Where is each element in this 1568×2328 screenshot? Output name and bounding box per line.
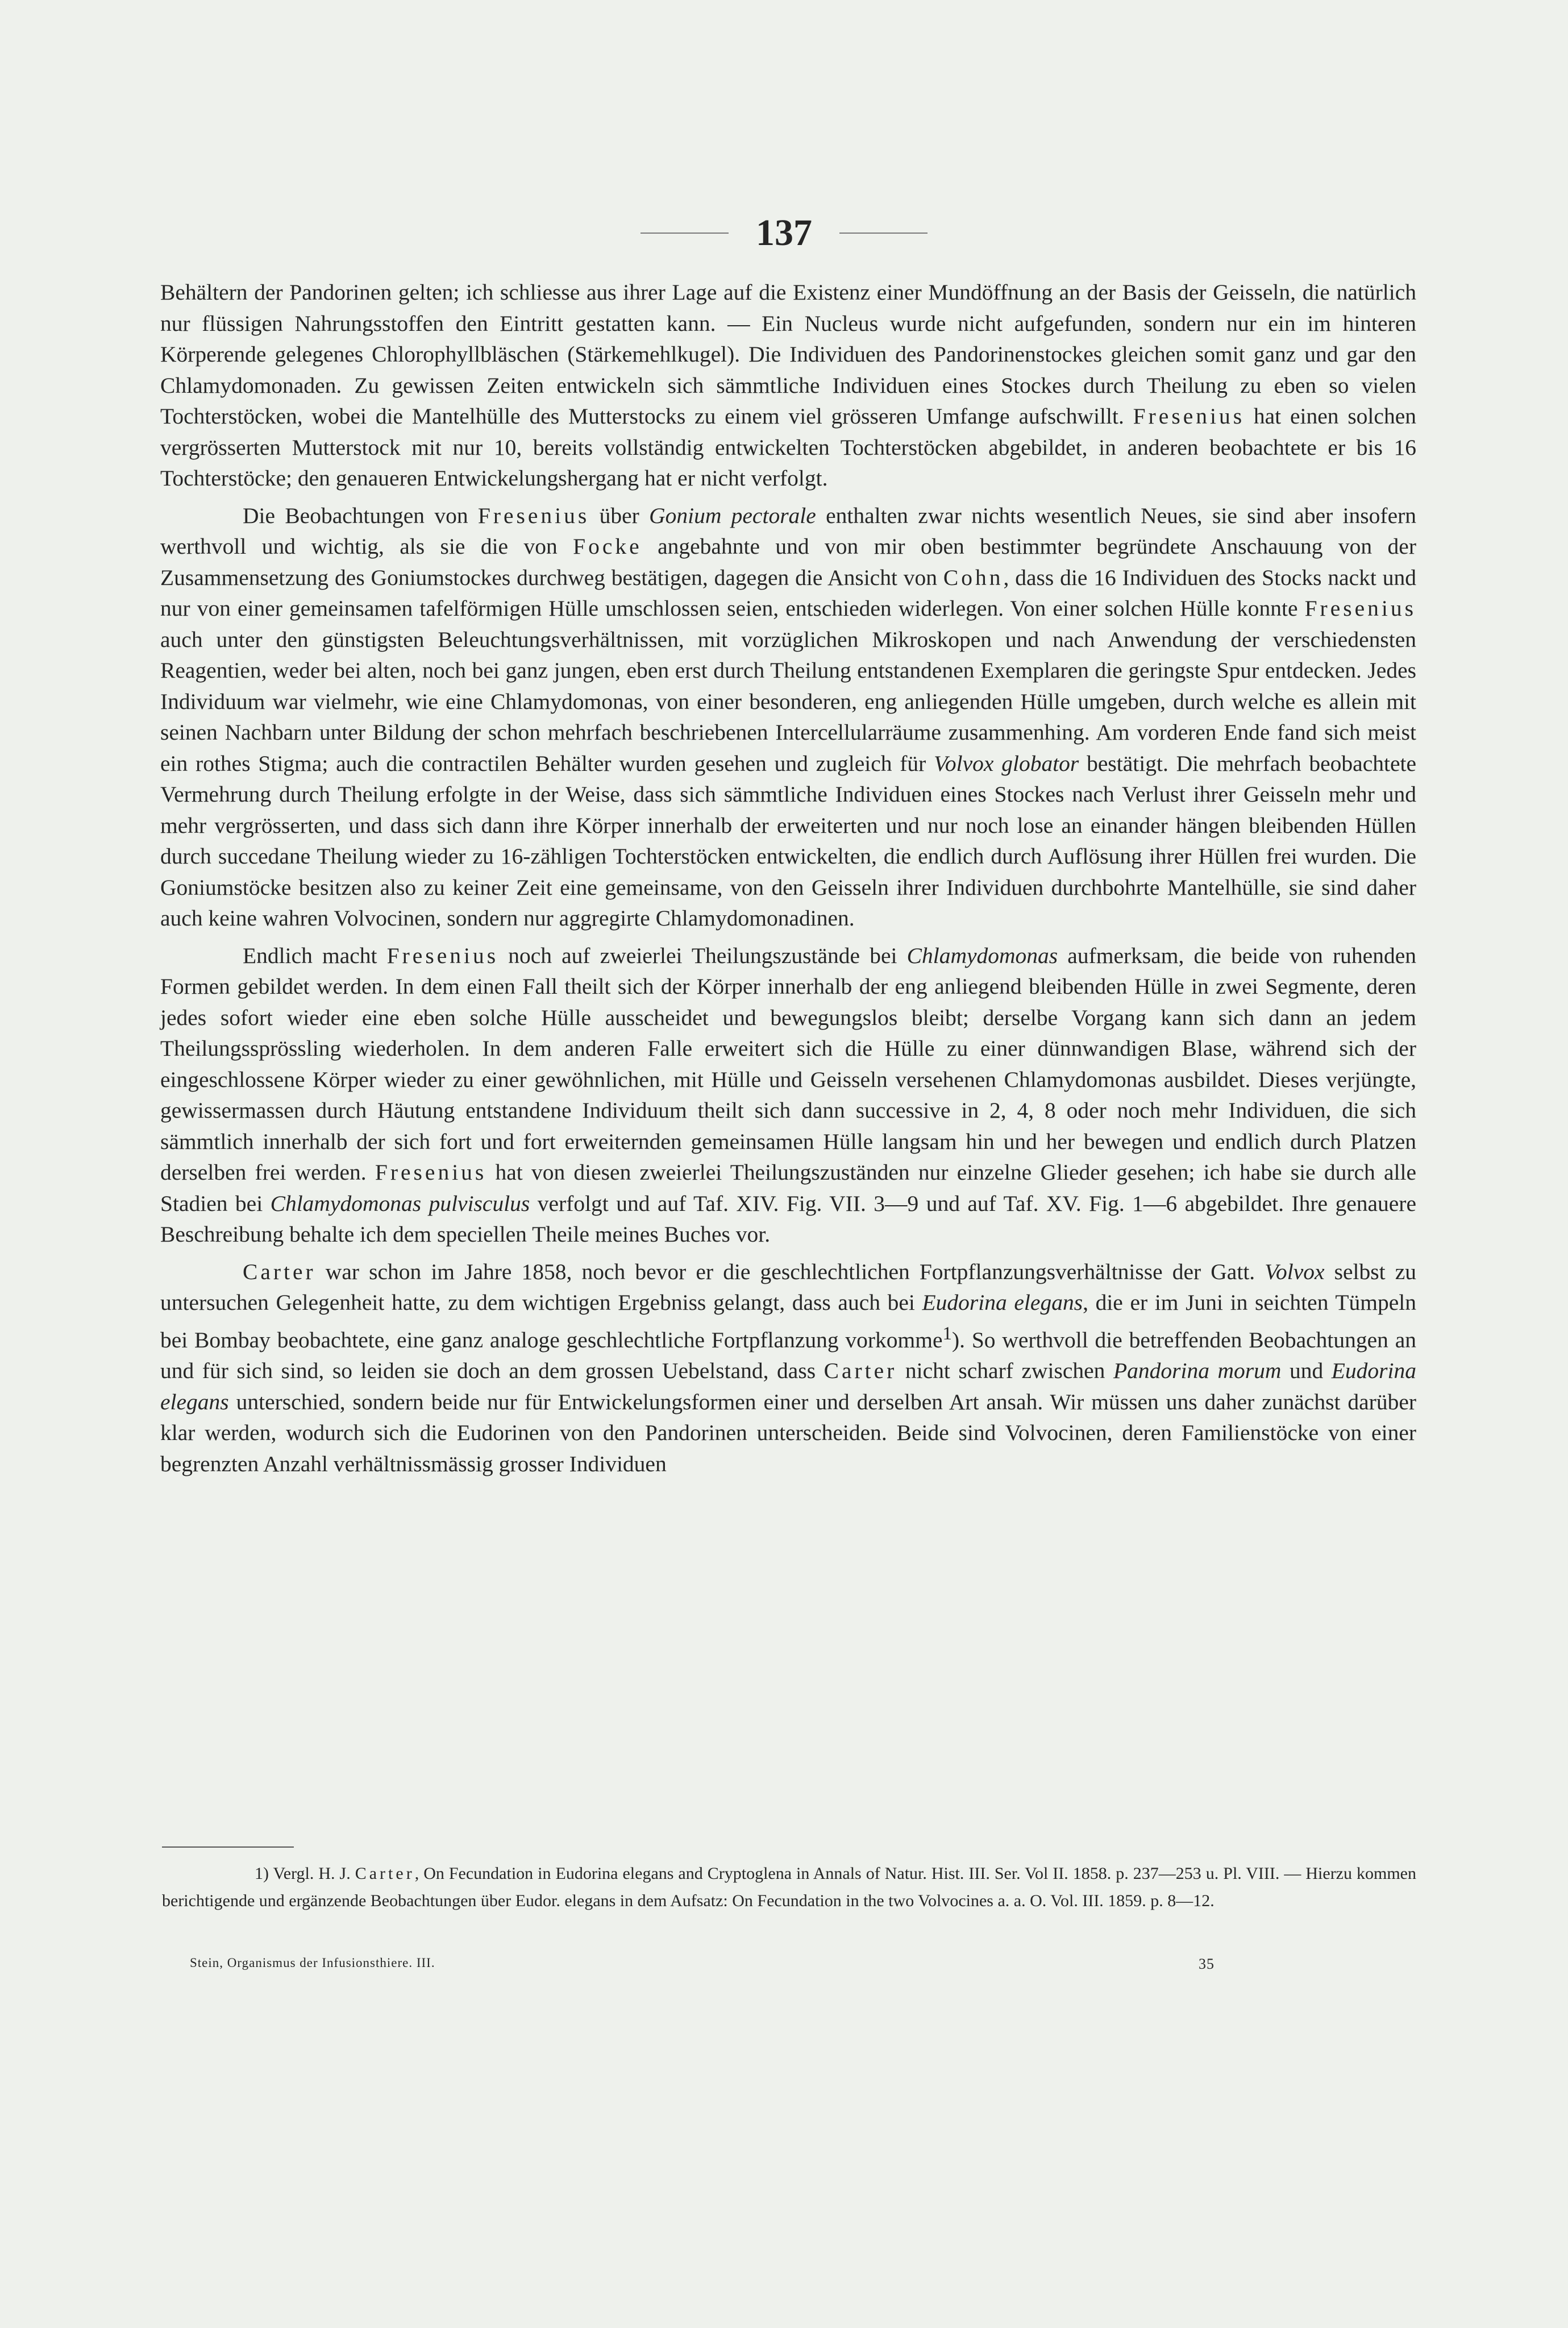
header-rule-right (839, 233, 928, 234)
footnote-ref: 1 (942, 1323, 952, 1344)
page-number: 137 (756, 212, 812, 254)
paragraph (160, 1256, 1416, 1480)
text-run: über (589, 503, 650, 528)
signature-line (190, 1956, 1326, 1978)
italic-term: Volvox (1265, 1259, 1325, 1284)
italic-term: Eudorina elegans (922, 1290, 1083, 1315)
spaced-name: Carter (823, 1358, 897, 1384)
text-run: Endlich macht (243, 943, 387, 968)
spaced-name: Fresenius (477, 503, 590, 528)
italic-term: Pandorina morum (1113, 1358, 1282, 1384)
text-run: angebahnte und von mir oben bestimmter begründete Anschauung von der Zusammensetzung des Goniumstockes durchweg bestätigen, dagegen die Ansicht von (160, 534, 1416, 590)
text-run: Behältern der Pandorinen gelten; ich schliesse aus ihrer Lage auf die Existenz einer Mundöffnung an der Basis der Geisseln, die natürlich nur flüssigen Nahrungsstoffen den Eintritt gestatten kann. — Ein Nucleus wurde nicht aufgefunden, sondern nur ein im hinteren Körperende gelegenes Chlorophyllbläschen (Stärkemehlkugel). Die Individuen des Pandorinenstockes gleichen somit ganz und gar den Chlamydomonaden. Zu gewissen Zeiten entwickeln sich sämmtliche Individuen eines Stockes durch Theilung zu eben so vielen Tochterstöcken, wobei die Mantelhülle des Mutterstocks zu einem viel grösseren Umfange aufschwillt. (160, 280, 1416, 429)
spaced-name: Carter (355, 1864, 415, 1883)
text-run: ). So werthvoll die betreffenden Beobachtungen an und für sich sind, so leiden sie doch an dem grossen Uebelstand, dass (160, 1327, 1417, 1384)
text-run: enthalten zwar nichts wesentlich Neues, sie sind aber insofern werthvoll und wichtig, als sie die von (160, 503, 1417, 559)
text-run: 1) Vergl. H. J. (255, 1864, 355, 1883)
footnote-text (162, 1860, 1416, 1915)
text-run: nicht scharf zwischen (897, 1358, 1113, 1384)
text-run: , dass die 16 Individuen des Stocks nackt und nur von einer gemeinsamen tafelförmigen Hülle umschlossen seien, entschieden widerlegen. Von einer solchen Hülle konnte (160, 565, 1416, 621)
body-text (160, 277, 1416, 1485)
header-rule-left (640, 233, 729, 234)
italic-term: Volvox globator (934, 750, 1079, 776)
paragraph (160, 500, 1416, 934)
text-run: verfolgt und auf Taf. XIV. Fig. VII. 3—9 und auf Taf. XV. Fig. 1—6 abgebildet. Ihre genauere Beschreibung behalte ich dem speciellen Theile meines Buches vor. (160, 1190, 1416, 1247)
italic-term: Chlamydomonas pulvisculus (270, 1190, 530, 1216)
footnote (162, 1860, 1416, 1915)
spaced-name: Fresenius (1133, 404, 1245, 429)
italic-term: Chlamydomonas (906, 943, 1058, 968)
paragraph (160, 940, 1416, 1250)
italic-term: Eudorina elegans (160, 1358, 1416, 1414)
text-run: unterschied, sondern beide nur für Entwickelungsformen einer und derselben Art ansah. Wir müssen uns daher zunächst darüber klar werden, wodurch sich die Eudorinen von den Pandorinen unterscheiden. Beide sind Volvocinen, deren Familienstöcke von einer begrenzten Anzahl verhältnissmässig grosser Individuen (160, 1389, 1416, 1476)
spaced-name: Fresenius (386, 943, 499, 968)
signature-mark: 35 (1199, 1956, 1215, 1972)
text-run: noch auf zweierlei Theilungszustände bei (498, 943, 907, 968)
text-run: selbst zu untersuchen Gelegenheit hatte, zu dem wichtigen Ergebniss gelangt, dass auch bei (160, 1259, 1416, 1315)
signature-title: Stein, Organismus der Infusionsthiere. III. (190, 1956, 435, 1970)
spaced-name: Focke (573, 534, 642, 559)
text-run: , die er im Juni in seichten Tümpeln bei Bombay beobachtete, eine ganz analoge geschlechtliche Fortpflanzung vorkomme (160, 1290, 1416, 1352)
text-run: bestätigt. Die mehrfach beobachtete Vermehrung durch Theilung erfolgte in der Weise, dass sich sämmtliche Individuen eines Stockes nach Verlust ihrer Geisseln mehr und mehr vergrösserten, und dass sich dann ihre Körper innerhalb der erweiterten und nur noch lose an einander hängen bleibenden Hüllen durch succedane Theilung wieder zu 16-zähligen Tochterstöcken entwickelten, die endlich durch Auflösung ihrer Hüllen frei wurden. Die Goniumstöcke besitzen also zu keiner Zeit eine gemeinsame, von den Geisseln ihrer Individuen durchbohrte Mantelhülle, sie sind daher auch keine wahren Volvocinen, sondern nur aggregirte Chlamydomonadinen. (160, 750, 1416, 931)
text-run: Die Beobachtungen von (243, 503, 478, 528)
text-run: auch unter den günstigsten Beleuchtungsverhältnissen, mit vorzüglichen Mikroskopen und nach Anwendung der verschiedensten Reagentien, weder bei alten, noch bei ganz jungen, eben erst durch Theilung entstandenen Exemplaren die geringste Spur entdecken. Jedes Individuum war vielmehr, wie eine Chlamydomonas, von einer besonderen, eng anliegenden Hülle umgeben, durch welche es allein mit seinen Nachbarn unter Bildung der schon mehrfach beschriebenen Intercellularräume zusammenhing. Am vorderen Ende fand sich meist ein rothes Stigma; auch die contractilen Behälter wurden gesehen und zugleich für (160, 626, 1416, 776)
spaced-name: Carter (243, 1259, 316, 1284)
paragraph (160, 277, 1416, 494)
spaced-name: Cohn (943, 565, 1004, 590)
spaced-name: Fresenius (375, 1160, 487, 1185)
page-header (0, 210, 1568, 256)
spaced-name: Fresenius (1304, 596, 1416, 621)
text-run: und (1281, 1358, 1332, 1384)
text-run: , On Fecundation in Eudorina elegans and Cryptoglena in Annals of Natur. Hist. III. Ser. Vol II. 1858. p. 237—253 u. Pl. VIII. — Hierzu kommen berichtigende und ergänzende Beobachtungen über Eudor. elegans in dem Aufsatz: On Fecundation in the two Volvocines a. a. O. Vol. III. 1859. p. 8—12. (162, 1864, 1416, 1910)
text-run: war schon im Jahre 1858, noch bevor er die geschlechtlichen Fortpflanzungsverhältnisse der Gatt. (315, 1259, 1265, 1284)
text-run: hat einen solchen vergrösserten Mutterstock mit nur 10, bereits vollständig entwickelten Tochterstöcken abgebildet, in anderen beobachtete er bis 16 Tochterstöcke; den genaueren Entwickelungshergang hat er nicht verfolgt. (160, 404, 1416, 491)
italic-term: Gonium pectorale (649, 503, 816, 528)
text-run: hat von diesen zweierlei Theilungszuständen nur einzelne Glieder gesehen; ich habe sie durch alle Stadien bei (160, 1160, 1416, 1216)
footnote-rule (162, 1846, 294, 1848)
text-run: aufmerksam, die beide von ruhenden Formen gebildet werden. In dem einen Fall theilt sich der Körper innerhalb der eng anliegend bleibenden Hülle in zwei Segmente, deren jedes sofort wieder eine eben solche Hülle ausscheidet und bewegungslos bleibt; derselbe Vorgang kann sich dann an jedem Theilungssprössling wiederholen. In dem anderen Falle erweitert sich die Hülle zu einer dünnwandigen Blase, während sich der eingeschlossene Körper wieder zu einer gewöhnlichen, mit Hülle und Geisseln versehenen Chlamydomonas ausbildet. Dieses verjüngte, gewissermassen durch Häutung entstandene Individuum theilt sich dann successive in 2, 4, 8 oder noch mehr Individuen, die sich sämmtlich innerhalb der sich fort und fort erweiternden gemeinsamen Hülle langsam hin und her bewegen und endlich durch Platzen derselben frei werden. (160, 943, 1416, 1185)
